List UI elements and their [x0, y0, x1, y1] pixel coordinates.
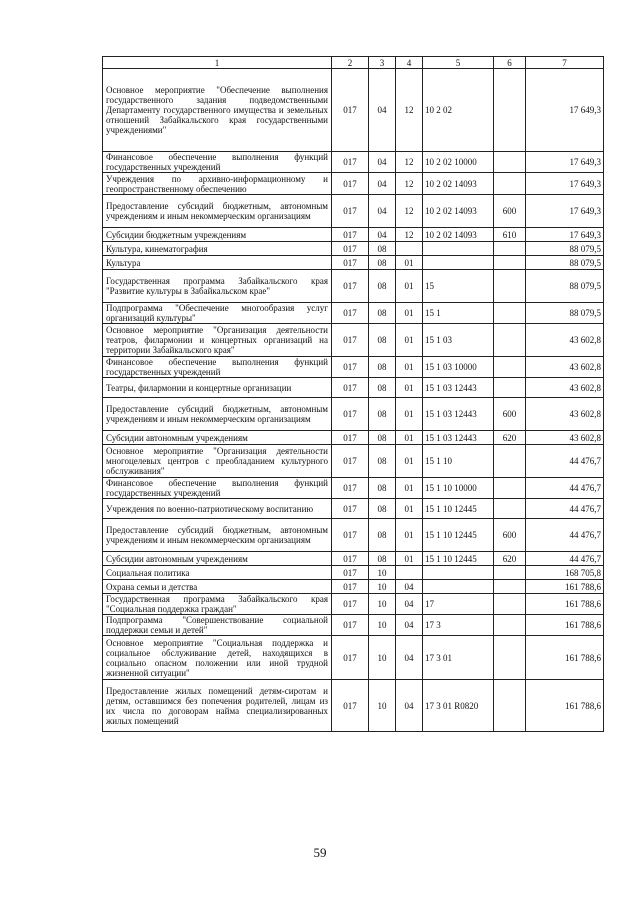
table-row [103, 195, 604, 228]
row-section-code: 08 [369, 303, 396, 324]
table-row [103, 499, 604, 519]
table-row [103, 242, 604, 256]
table-row [103, 680, 604, 732]
row-target-code [423, 256, 494, 270]
row-description: Подпрограмма "Обеспечение многообразия услуг организаций культуры" [103, 303, 332, 324]
row-admin-code: 017 [332, 580, 369, 594]
row-description: Театры, филармонии и концертные организации [103, 378, 332, 398]
row-section-code: 08 [369, 398, 396, 431]
row-subsection-code: 01 [396, 499, 423, 519]
row-expense-type: 600 [494, 195, 526, 228]
row-amount: 88 079,5 [526, 256, 604, 270]
row-subsection-code: 01 [396, 256, 423, 270]
row-target-code: 17 [423, 594, 494, 615]
row-target-code [423, 566, 494, 580]
column-header-7: 7 [526, 57, 604, 69]
row-admin-code: 017 [332, 242, 369, 256]
row-description: Государственная программа Забайкальского края "Развитие культуры в Забайкальском крае" [103, 270, 332, 303]
row-target-code: 15 1 10 12445 [423, 552, 494, 566]
row-target-code: 10 2 02 14093 [423, 228, 494, 242]
row-expense-type [494, 152, 526, 173]
row-description: Предоставление субсидий бюджетным, автономным учреждениям и иным некоммерческим организациям [103, 195, 332, 228]
row-description: Охрана семьи и детства [103, 580, 332, 594]
table-row [103, 256, 604, 270]
row-admin-code: 017 [332, 594, 369, 615]
row-description: Предоставление субсидий бюджетным, автономным учреждениям и иным некоммерческим организациям [103, 519, 332, 552]
row-expense-type [494, 69, 526, 152]
row-admin-code: 017 [332, 357, 369, 378]
row-subsection-code [396, 566, 423, 580]
row-amount: 88 079,5 [526, 242, 604, 256]
row-amount: 161 788,6 [526, 636, 604, 680]
row-admin-code: 017 [332, 499, 369, 519]
row-section-code: 10 [369, 615, 396, 636]
row-admin-code: 017 [332, 256, 369, 270]
row-admin-code: 017 [332, 69, 369, 152]
row-target-code: 10 2 02 14093 [423, 173, 494, 195]
row-expense-type [494, 256, 526, 270]
row-target-code: 17 3 01 R0820 [423, 680, 494, 732]
row-section-code: 04 [369, 69, 396, 152]
row-admin-code: 017 [332, 445, 369, 478]
column-header-5: 5 [423, 57, 494, 69]
row-subsection-code [396, 242, 423, 256]
row-expense-type: 620 [494, 431, 526, 445]
row-subsection-code: 01 [396, 303, 423, 324]
row-amount: 161 788,6 [526, 580, 604, 594]
row-amount: 44 476,7 [526, 552, 604, 566]
row-amount: 43 602,8 [526, 378, 604, 398]
row-section-code: 10 [369, 580, 396, 594]
row-subsection-code: 01 [396, 357, 423, 378]
column-header-4: 4 [396, 57, 423, 69]
row-expense-type: 600 [494, 519, 526, 552]
row-description: Субсидии бюджетным учреждениям [103, 228, 332, 242]
row-amount: 43 602,8 [526, 398, 604, 431]
row-subsection-code: 04 [396, 680, 423, 732]
row-description: Социальная политика [103, 566, 332, 580]
row-target-code: 17 3 [423, 615, 494, 636]
row-target-code: 17 3 01 [423, 636, 494, 680]
row-description: Финансовое обеспечение выполнения функций государственных учреждений [103, 152, 332, 173]
row-section-code: 04 [369, 195, 396, 228]
row-admin-code: 017 [332, 324, 369, 357]
row-admin-code: 017 [332, 636, 369, 680]
row-subsection-code: 01 [396, 445, 423, 478]
row-admin-code: 017 [332, 680, 369, 732]
row-target-code: 15 1 10 [423, 445, 494, 478]
row-expense-type: 610 [494, 228, 526, 242]
column-header-2: 2 [332, 57, 369, 69]
row-description: Субсидии автономным учреждениям [103, 431, 332, 445]
row-expense-type [494, 636, 526, 680]
table-row [103, 519, 604, 552]
row-amount: 44 476,7 [526, 499, 604, 519]
row-admin-code: 017 [332, 195, 369, 228]
row-target-code: 15 [423, 270, 494, 303]
column-header-1: 1 [103, 57, 332, 69]
row-description: Финансовое обеспечение выполнения функций государственных учреждений [103, 478, 332, 499]
row-expense-type: 600 [494, 398, 526, 431]
row-target-code: 15 1 03 12443 [423, 398, 494, 431]
row-subsection-code: 01 [396, 324, 423, 357]
row-amount: 17 649,3 [526, 195, 604, 228]
row-section-code: 04 [369, 173, 396, 195]
row-subsection-code: 12 [396, 195, 423, 228]
row-admin-code: 017 [332, 478, 369, 499]
row-section-code: 08 [369, 499, 396, 519]
row-subsection-code: 04 [396, 580, 423, 594]
table-row [103, 566, 604, 580]
row-section-code: 10 [369, 594, 396, 615]
row-section-code: 08 [369, 519, 396, 552]
row-subsection-code: 12 [396, 69, 423, 152]
table-row [103, 152, 604, 173]
row-target-code: 10 2 02 [423, 69, 494, 152]
row-section-code: 08 [369, 552, 396, 566]
table-row [103, 69, 604, 152]
row-description: Учреждения по архивно-информационному и геопространственному обеспечению [103, 173, 332, 195]
row-target-code: 15 1 10 12445 [423, 519, 494, 552]
row-expense-type [494, 499, 526, 519]
table-body [103, 57, 604, 732]
row-expense-type [494, 378, 526, 398]
row-amount: 17 649,3 [526, 152, 604, 173]
table-row [103, 173, 604, 195]
row-subsection-code: 01 [396, 378, 423, 398]
row-target-code: 15 1 03 12443 [423, 378, 494, 398]
row-target-code: 15 1 [423, 303, 494, 324]
row-section-code: 08 [369, 324, 396, 357]
row-admin-code: 017 [332, 152, 369, 173]
row-section-code: 08 [369, 431, 396, 445]
row-section-code: 08 [369, 478, 396, 499]
row-expense-type [494, 357, 526, 378]
row-expense-type: 620 [494, 552, 526, 566]
column-header-6: 6 [494, 57, 526, 69]
row-description: Культура, кинематография [103, 242, 332, 256]
row-section-code: 10 [369, 636, 396, 680]
row-admin-code: 017 [332, 378, 369, 398]
row-subsection-code: 01 [396, 431, 423, 445]
row-section-code: 04 [369, 152, 396, 173]
row-description: Субсидии автономным учреждениям [103, 552, 332, 566]
table-row [103, 478, 604, 499]
table-row [103, 580, 604, 594]
row-amount: 88 079,5 [526, 270, 604, 303]
row-amount: 44 476,7 [526, 445, 604, 478]
row-section-code: 10 [369, 566, 396, 580]
row-target-code: 10 2 02 14093 [423, 195, 494, 228]
row-subsection-code: 01 [396, 270, 423, 303]
row-subsection-code: 12 [396, 173, 423, 195]
row-expense-type [494, 303, 526, 324]
row-description: Основное мероприятие "Организация деятельности многоцелевых центров с преобладанием культурного обслуживания" [103, 445, 332, 478]
row-subsection-code: 04 [396, 615, 423, 636]
table-row [103, 378, 604, 398]
row-amount: 17 649,3 [526, 228, 604, 242]
row-expense-type [494, 324, 526, 357]
table-row [103, 270, 604, 303]
row-expense-type [494, 615, 526, 636]
row-target-code: 15 1 03 10000 [423, 357, 494, 378]
row-target-code: 15 1 10 10000 [423, 478, 494, 499]
row-subsection-code: 01 [396, 519, 423, 552]
row-amount: 161 788,6 [526, 680, 604, 732]
row-admin-code: 017 [332, 431, 369, 445]
column-header-3: 3 [369, 57, 396, 69]
row-description: Основное мероприятие "Организация деятельности театров, филармонии и концертных организаций на территории Забайкальского края" [103, 324, 332, 357]
table-row [103, 445, 604, 478]
row-amount: 44 476,7 [526, 519, 604, 552]
row-description: Предоставление субсидий бюджетным, автономным учреждениям и иным некоммерческим организациям [103, 398, 332, 431]
row-subsection-code: 04 [396, 636, 423, 680]
row-admin-code: 017 [332, 615, 369, 636]
row-admin-code: 017 [332, 228, 369, 242]
table-row [103, 615, 604, 636]
row-admin-code: 017 [332, 566, 369, 580]
row-amount: 43 602,8 [526, 324, 604, 357]
row-expense-type [494, 445, 526, 478]
row-section-code: 08 [369, 378, 396, 398]
row-target-code [423, 242, 494, 256]
table-row [103, 552, 604, 566]
row-admin-code: 017 [332, 519, 369, 552]
row-section-code: 04 [369, 228, 396, 242]
row-description: Основное мероприятие "Социальная поддержка и социальное обслуживание детей, находящихся в социально опасном положении или иной трудной жизненной ситуации" [103, 636, 332, 680]
table-row [103, 324, 604, 357]
table-row [103, 357, 604, 378]
row-expense-type [494, 270, 526, 303]
row-admin-code: 017 [332, 303, 369, 324]
row-subsection-code: 01 [396, 478, 423, 499]
table-row [103, 228, 604, 242]
row-subsection-code: 04 [396, 594, 423, 615]
row-section-code: 10 [369, 680, 396, 732]
row-amount: 161 788,6 [526, 594, 604, 615]
row-description: Предоставление жилых помещений детям-сиротам и детям, оставшимся без попечения родителей, лицам из их числа по договорам найма специализированных жилых помещений [103, 680, 332, 732]
row-admin-code: 017 [332, 398, 369, 431]
row-amount: 168 705,8 [526, 566, 604, 580]
table-row [103, 398, 604, 431]
budget-table [102, 56, 604, 732]
row-admin-code: 017 [332, 552, 369, 566]
row-expense-type [494, 580, 526, 594]
row-expense-type [494, 242, 526, 256]
row-target-code: 15 1 03 12443 [423, 431, 494, 445]
table-row [103, 636, 604, 680]
row-description: Культура [103, 256, 332, 270]
row-section-code: 08 [369, 256, 396, 270]
row-description: Основное мероприятие "Обеспечение выполнения государственного задания подведомственными Департаменту государственного имущества и земельных отношений Забайкальского края государственными учреждениями" [103, 69, 332, 152]
row-expense-type [494, 478, 526, 499]
row-subsection-code: 01 [396, 398, 423, 431]
row-description: Учреждения по военно-патриотическому воспитанию [103, 499, 332, 519]
page-number: 59 [313, 845, 327, 860]
row-target-code: 15 1 10 12445 [423, 499, 494, 519]
table-row [103, 594, 604, 615]
row-section-code: 08 [369, 270, 396, 303]
row-amount: 161 788,6 [526, 615, 604, 636]
row-amount: 44 476,7 [526, 478, 604, 499]
row-subsection-code: 12 [396, 228, 423, 242]
row-admin-code: 017 [332, 270, 369, 303]
row-amount: 17 649,3 [526, 173, 604, 195]
row-description: Финансовое обеспечение выполнения функций государственных учреждений [103, 357, 332, 378]
row-expense-type [494, 594, 526, 615]
row-amount: 43 602,8 [526, 431, 604, 445]
row-target-code [423, 580, 494, 594]
row-section-code: 08 [369, 242, 396, 256]
row-description: Подпрограмма "Совершенствование социальной поддержки семьи и детей" [103, 615, 332, 636]
row-admin-code: 017 [332, 173, 369, 195]
row-target-code: 10 2 02 10000 [423, 152, 494, 173]
row-subsection-code: 12 [396, 152, 423, 173]
row-description: Государственная программа Забайкальского края "Социальная поддержка граждан" [103, 594, 332, 615]
table-row [103, 303, 604, 324]
row-section-code: 08 [369, 357, 396, 378]
row-expense-type [494, 566, 526, 580]
header-row [103, 57, 604, 69]
row-section-code: 08 [369, 445, 396, 478]
row-amount: 17 649,3 [526, 69, 604, 152]
row-expense-type [494, 173, 526, 195]
row-subsection-code: 01 [396, 552, 423, 566]
row-amount: 43 602,8 [526, 357, 604, 378]
row-expense-type [494, 680, 526, 732]
row-target-code: 15 1 03 [423, 324, 494, 357]
row-amount: 88 079,5 [526, 303, 604, 324]
table-row [103, 431, 604, 445]
